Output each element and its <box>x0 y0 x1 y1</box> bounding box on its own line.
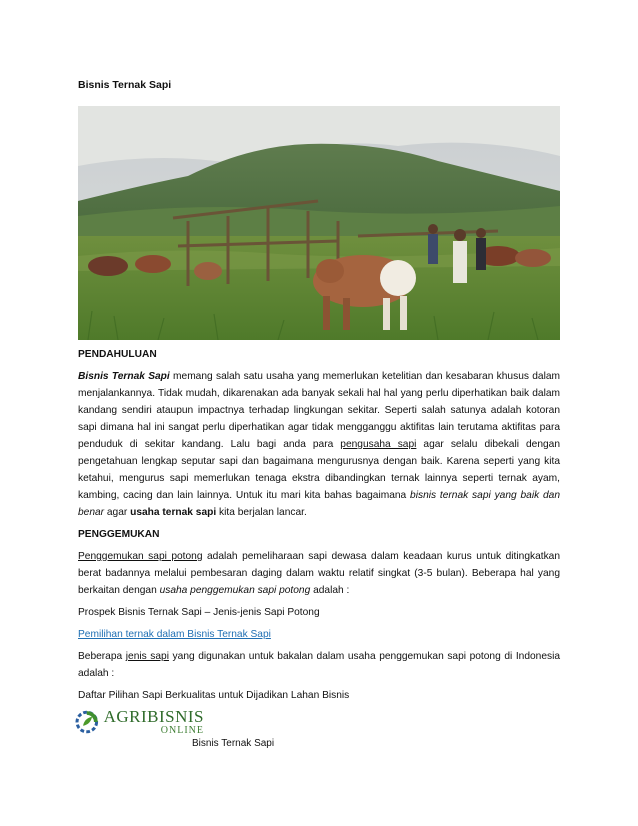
paragraph-jenis-sapi <box>78 648 560 682</box>
cattle-photo <box>78 106 560 340</box>
text-segment: kita berjalan lancar. <box>216 507 307 518</box>
link-pemilihan-ternak[interactable]: Pemilihan ternak dalam Bisnis Ternak Sapi <box>78 629 271 640</box>
text-segment: Beberapa <box>78 651 126 662</box>
agribisnis-logo <box>74 700 204 744</box>
text-segment: adalah pemeliharaan sapi dewasa dalam keadaan kurus untuk ditingkatkan berat badannya melalui pembesaran daging dalam waktu relatif singkat (3-5 bulan). Beberapa hal yang berkaitan dengan <box>78 551 560 596</box>
paragraph-pendahuluan <box>78 368 560 521</box>
link-jenis-sapi[interactable]: jenis sapi <box>125 651 169 662</box>
logo-wordmark <box>104 708 204 736</box>
text-segment: memang salah satu usaha yang memerlukan ketelitian dan kesabaran khusus dalam menjalankannya. Tidak mudah, dikarenakan ada banyak sekali hal hal yang perlu diperhatikan baik dalam kandang sendiri ataupun impactnya terhadap lingkungan sekitar. Seperti salah satunya adalah kotoran sapi dimana hal ini sangat perlu diperhatikan agar tidak mengganggu aktifitas lain terutama aktifitas para penduduk di sekitar kandang. Lalu bagi anda para <box>78 371 561 450</box>
logo-main-text: AGRIBISNIS <box>103 707 204 726</box>
text-segment: adalah : <box>310 585 350 596</box>
paragraph-penggemukan <box>78 548 560 599</box>
gear-leaf-icon <box>74 705 100 739</box>
link-penggemukan-sapi-potong[interactable]: Penggemukan sapi potong <box>78 551 203 562</box>
image-caption: Bisnis Ternak Sapi <box>192 738 275 749</box>
text-segment: agar selalu dibekali dengan pengetahuan lengkap seputar sapi dan bagaimana mengurusnya dengan baik. Karena seperti yang kita ketahui, mengurus sapi memerlukan tenaga ekstra dibandingkan ternak lainnya seperti ternak ayam, kambing, cacing dan lain lainnya. Untuk itu mari kita bahas bagaimana <box>78 439 560 501</box>
section-heading-penggemukan: PENGGEMUKAN <box>78 529 160 540</box>
document-body <box>78 346 560 709</box>
section-heading-pendahuluan: PENDAHULUAN <box>78 349 157 360</box>
logo-sub-text: ONLINE <box>160 725 204 736</box>
document-title: Bisnis Ternak Sapi <box>78 79 172 91</box>
emphasis-bisnis-ternak-sapi: Bisnis Ternak Sapi <box>78 371 170 382</box>
emphasis-italic: usaha penggemukan sapi potong <box>159 585 311 596</box>
emphasis-bold: usaha ternak sapi <box>130 507 217 518</box>
text-segment: yang digunakan untuk bakalan dalam usaha penggemukan sapi potong di Indonesia adalah : <box>78 651 561 679</box>
paragraph-daftar-pilihan: Daftar Pilihan Sapi Berkualitas untuk Dijadikan Lahan Bisnis <box>78 690 350 701</box>
paragraph-prospek: Prospek Bisnis Ternak Sapi – Jenis-jenis Sapi Potong <box>78 607 320 618</box>
text-segment: agar <box>104 507 131 518</box>
emphasis-italic: bisnis ternak sapi yang baik dan benar <box>78 490 561 518</box>
paragraph-pemilihan <box>78 626 560 643</box>
link-pengusaha-sapi[interactable]: pengusaha sapi <box>340 439 417 450</box>
